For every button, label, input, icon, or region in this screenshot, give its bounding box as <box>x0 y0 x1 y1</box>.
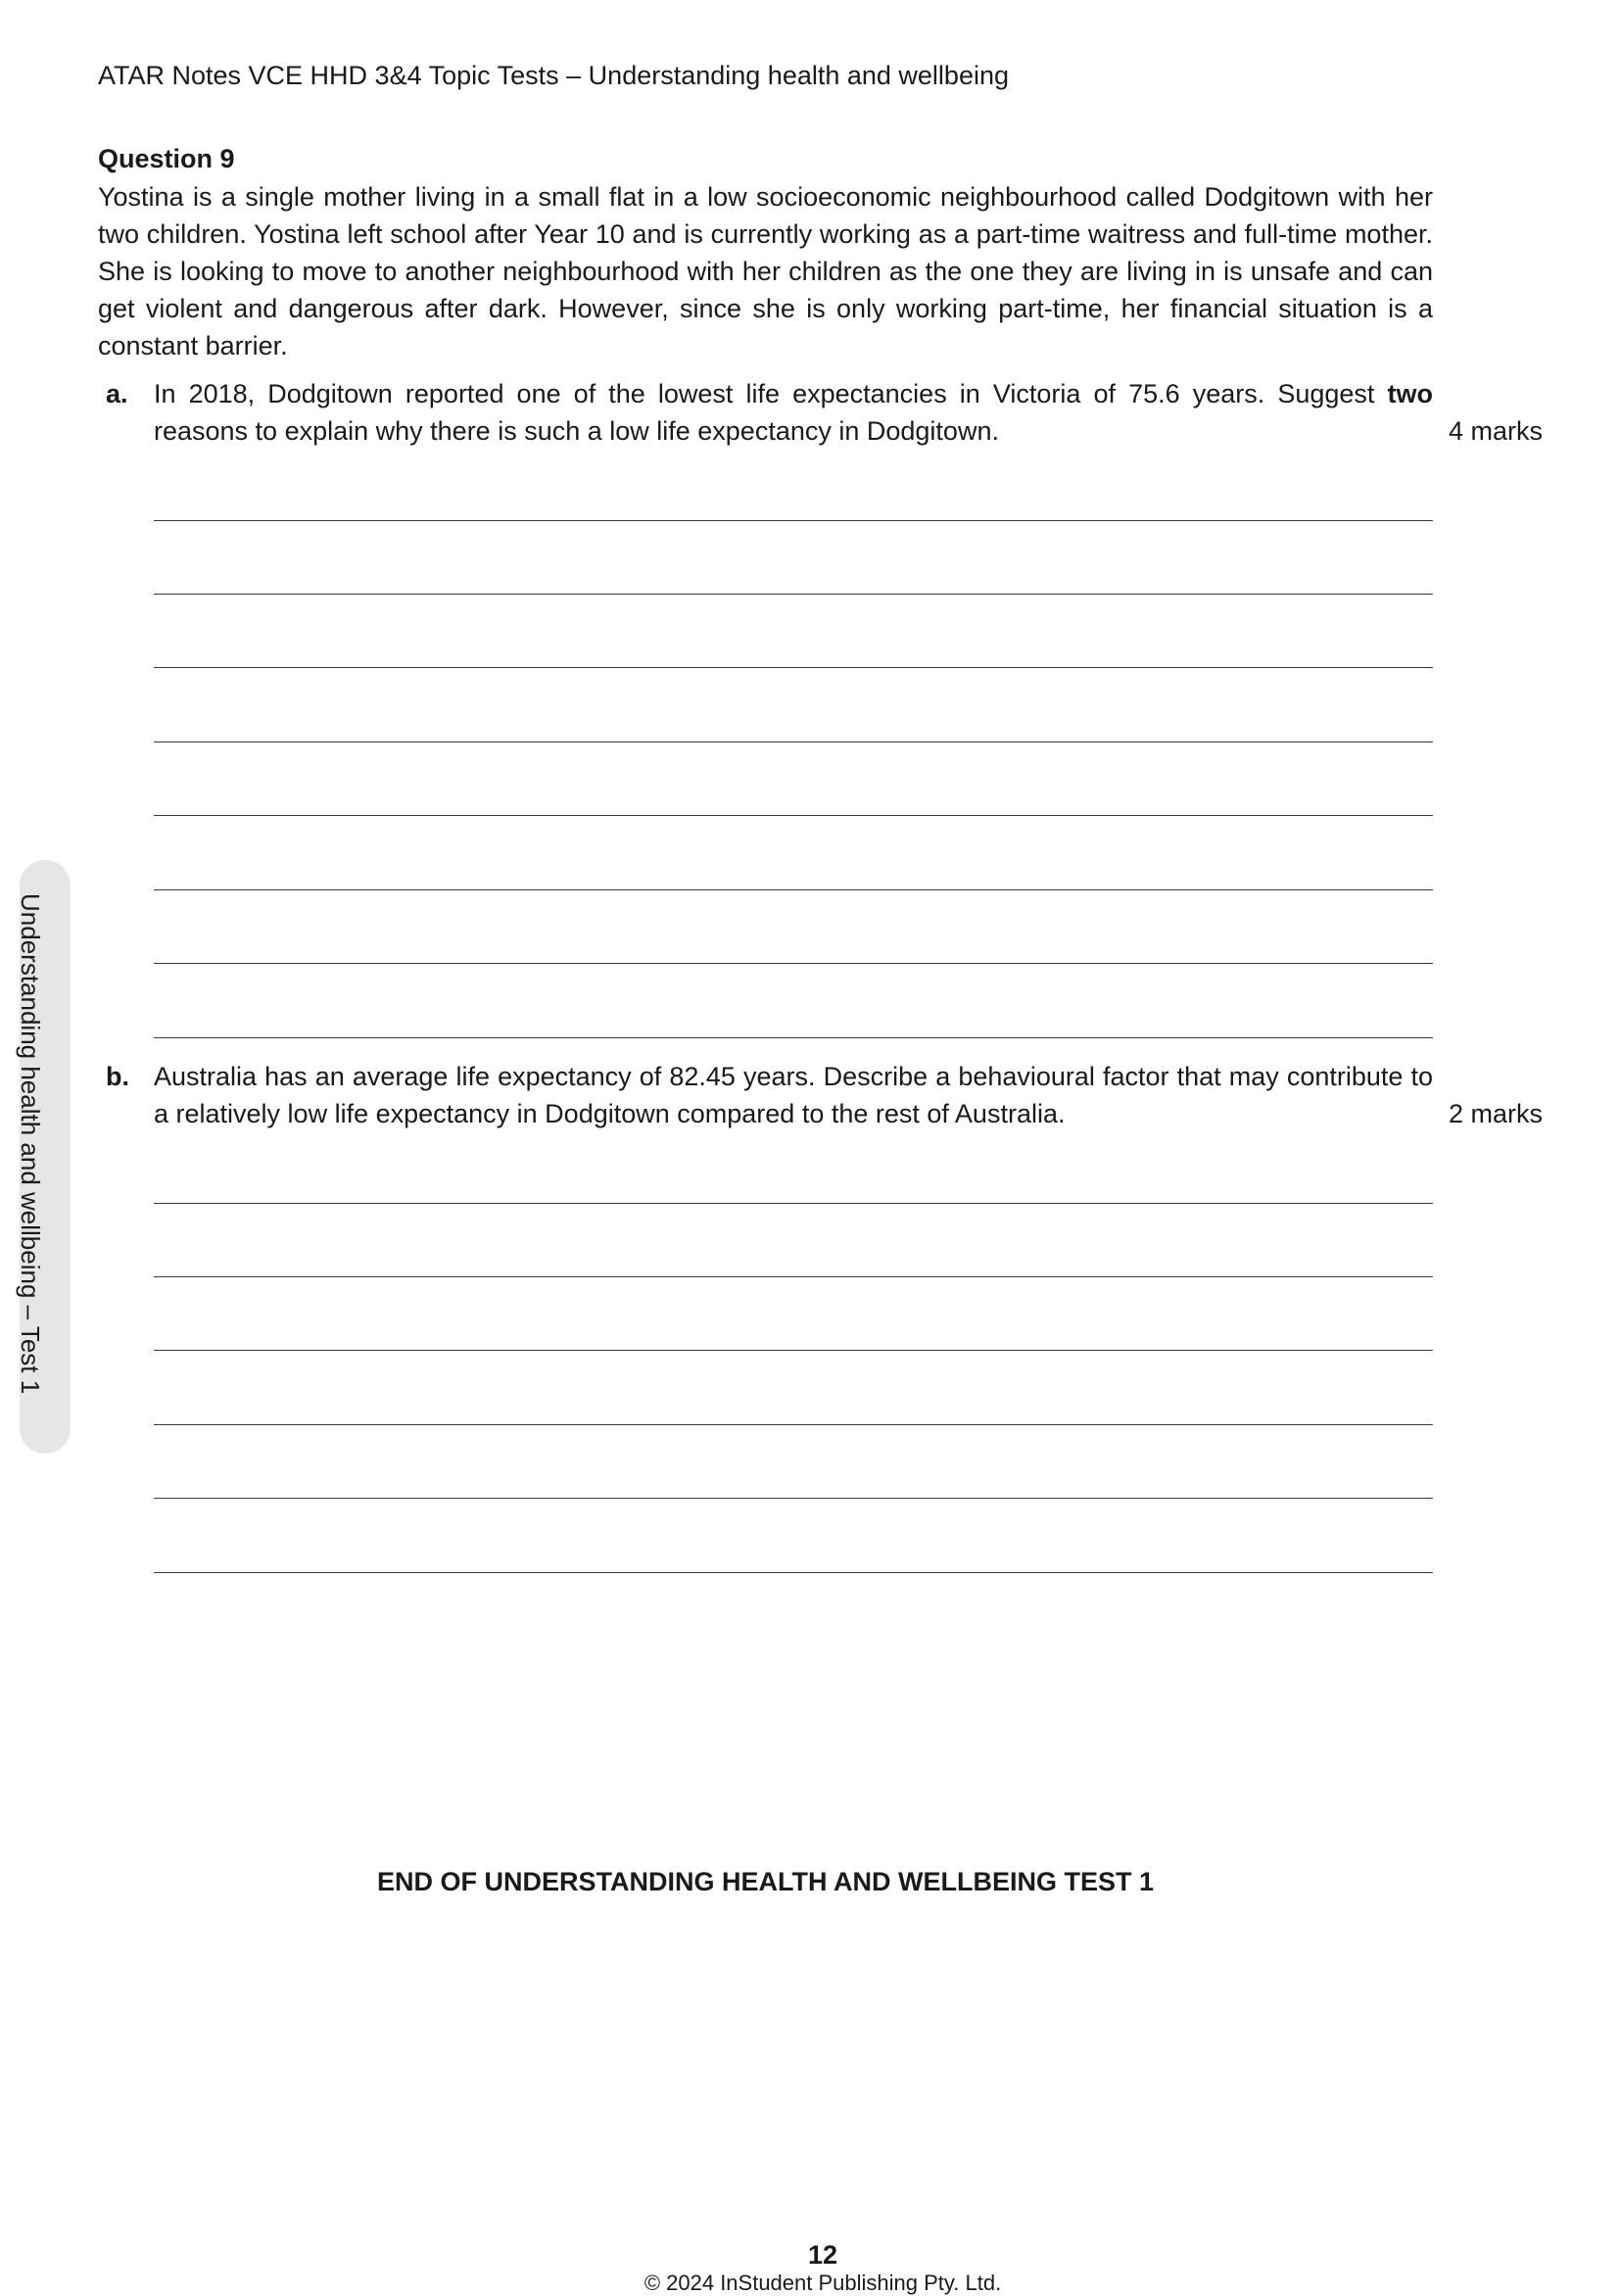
part-b-marks: 2 marks <box>1449 1099 1544 1128</box>
answer-line[interactable] <box>154 963 1433 964</box>
page-number: 12 <box>807 2240 838 2270</box>
copyright-notice: © 2024 InStudent Publishing Pty. Ltd. <box>643 2271 1002 2295</box>
part-b-letter: b. <box>106 1062 129 1091</box>
side-tab-label: Understanding health and wellbeing – Test 1 <box>16 893 45 1395</box>
answer-line[interactable] <box>154 1572 1433 1573</box>
part-a-text-emphasis: two <box>1387 379 1433 408</box>
answer-line[interactable] <box>154 1203 1433 1204</box>
answer-line[interactable] <box>154 667 1433 668</box>
part-a-text-start: In 2018, Dodgitown reported one of the lowest life expectancies in Victoria of 75.6 years. Suggest <box>154 379 1388 408</box>
running-header: ATAR Notes VCE HHD 3&4 Topic Tests – Understanding health and wellbeing <box>98 61 1009 90</box>
answer-line[interactable] <box>154 889 1433 890</box>
part-a-text-end: reasons to explain why there is such a low life expectancy in Dodgitown. <box>154 416 999 446</box>
part-a-letter: a. <box>106 379 128 408</box>
part-a-marks: 4 marks <box>1449 416 1544 446</box>
answer-line[interactable] <box>154 1350 1433 1351</box>
answer-line[interactable] <box>154 1037 1433 1038</box>
end-of-test-note: END OF UNDERSTANDING HEALTH AND WELLBEING TEST 1 <box>377 1867 1154 1896</box>
answer-line[interactable] <box>154 594 1433 595</box>
answer-line[interactable] <box>154 1498 1433 1499</box>
question-stimulus: Yostina is a single mother living in a small flat in a low socioeconomic neighbourhood called Dodgitown with her two children. Yostina left school after Year 10 and is currently working as a part-time waitress and full-time mother. She is looking to move to another neighbourhood with her children as the one they are living in is unsafe and can get violent and dangerous after dark. However, since she is only working part-time, her financial situation is a constant barrier. <box>98 182 1433 360</box>
question-title: Question 9 <box>98 144 235 173</box>
answer-line[interactable] <box>154 815 1433 816</box>
answer-line[interactable] <box>154 741 1433 742</box>
answer-line[interactable] <box>154 520 1433 521</box>
part-a-text <box>154 375 1433 450</box>
part-b-text: Australia has an average life expectancy of 82.45 years. Describe a behavioural factor that may contribute to a relatively low life expectancy in Dodgitown compared to the rest of Australia. <box>154 1062 1433 1128</box>
answer-line[interactable] <box>154 1276 1433 1277</box>
answer-line[interactable] <box>154 1424 1433 1425</box>
